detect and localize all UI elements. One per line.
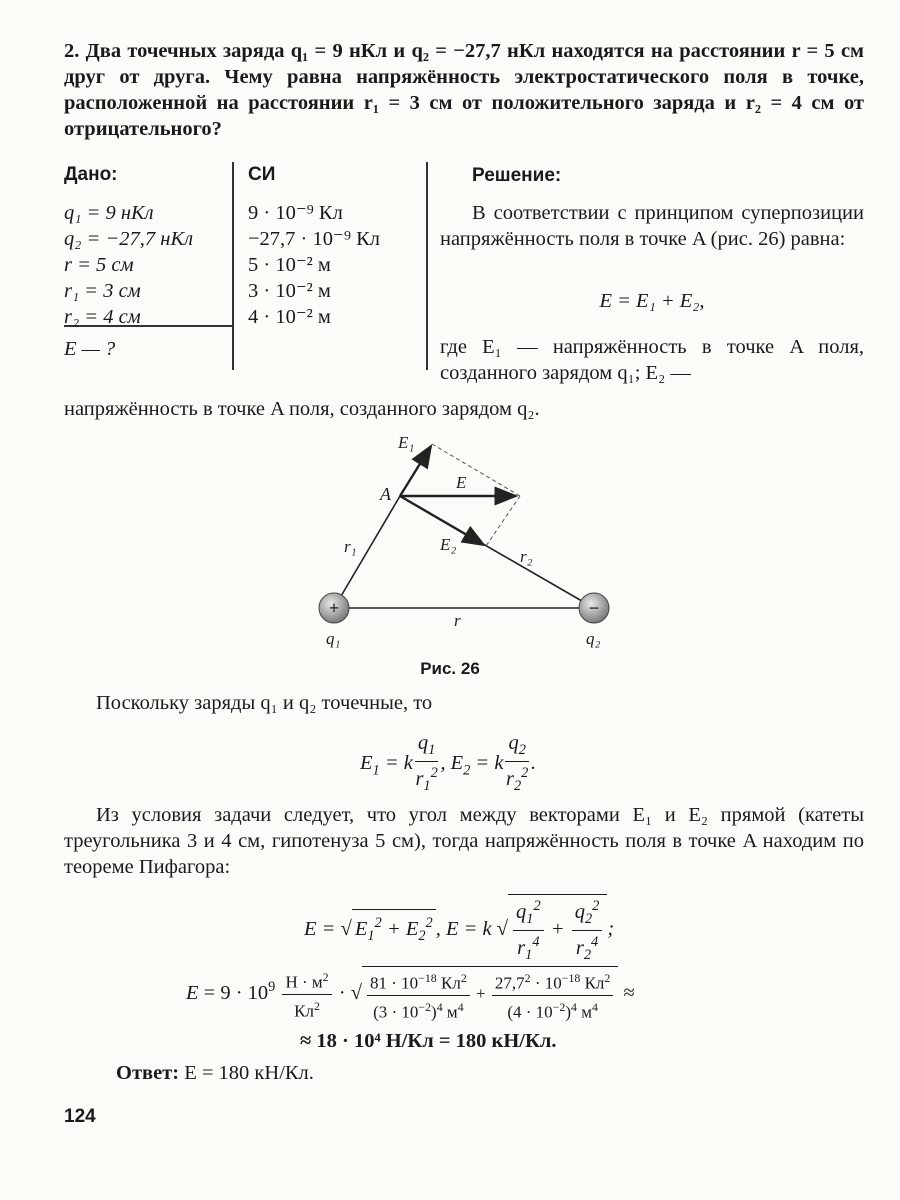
formula-numeric: $E = 9 \cdot 10^9$ $\frac{Н \cdot м^2}{Кл^2}$ · √ $\frac{81 \cdot 10^{-18} Кл^2}{(3 \cdot 10^{-2})^4 м^4}$ + $\frac{27,7^2 \cdot 10^{-18} Кл^2}{(4 \cdot 10^{-2})^4 м^4}$ ≈	[186, 966, 635, 1023]
paragraph-pythagoras: Из условия задачи следует, что угол между векторами E₁ и E₂ прямой (катеты треугольника 3 и 4 см, гипотенуза 5 см), тогда напряжённость поля в точке A находим по теореме Пифагора:	[64, 804, 864, 878]
si-row: 9 · 10⁻⁹ Кл	[248, 202, 343, 224]
table-divider-1	[232, 162, 234, 370]
formula-pythagoras: E = √ $E_1^2 + E_2^2$ , E = k √ $\frac{q_1^2}{r_1^4}$ + $\frac{q_2^2}{r_2^4}$ ;	[304, 894, 614, 966]
given-row: q₂ = −27,7 нКл	[64, 228, 194, 250]
superposition-equation: E = E₁ + E₂,	[599, 290, 705, 312]
result-line: ≈ 18 · 10⁴ Н/Кл = 180 кН/Кл.	[300, 1030, 557, 1052]
problem-text: Два точечных заряда q₁ = 9 нКл и q₂ = −27,7 нКл находятся на расстоянии r = 5 см друг от друга. Чему равна напряжённость электростатического поля в точке, расположенной на расстоянии r₁ = 3 см от положительного заряда и r₂ = 4 см от отрицательного?	[64, 40, 865, 140]
label-E1: E₁	[398, 433, 415, 452]
label-q1: q₁	[326, 629, 341, 648]
page-number: 124	[64, 1106, 96, 1127]
figure-caption: Рис. 26	[420, 659, 480, 678]
formula-e1-e2: $E_1 = k$ $\frac{q_1}{r_1^2}$ , $E_2 = k$ $\frac{q_2}{r_2^2}$ .	[360, 732, 536, 795]
plus-sign: +	[328, 598, 340, 618]
answer-label: Ответ:	[116, 1062, 180, 1084]
problem-number: 2.	[64, 40, 80, 62]
given-row: r₂ = 4 см	[64, 306, 141, 328]
solution-paragraph-2: где E₁ — напряжённость в точке A поля, созданного зарядом q₁; E₂ —	[440, 336, 864, 384]
label-r2: r₂	[520, 547, 533, 566]
given-row: q₁ = 9 нКл	[64, 202, 154, 224]
dashed-line-1	[432, 444, 520, 496]
label-E: E	[456, 473, 467, 492]
problem-statement	[64, 38, 864, 142]
si-header: СИ	[248, 164, 276, 185]
dashed-line-2	[486, 496, 520, 546]
si-row: 5 · 10⁻² м	[248, 254, 331, 276]
vector-E1	[400, 446, 431, 496]
label-q2: q₂	[586, 629, 601, 648]
answer-value: E = 180 кН/Кл.	[184, 1062, 314, 1084]
given-row: r₁ = 3 см	[64, 280, 141, 302]
answer	[116, 1060, 314, 1086]
solution-paragraph-2-end: напряжённость в точке A поля, созданного зарядом q₂.	[64, 398, 540, 420]
label-E2: E₂	[440, 535, 457, 554]
label-r1: r₁	[344, 537, 357, 556]
si-row: 3 · 10⁻² м	[248, 280, 331, 302]
paragraph-point-charges: Поскольку заряды q₁ и q₂ точечные, то	[96, 692, 433, 714]
solution-paragraph-1: В соответствии с принципом суперпозиции напряжённость поля в точке A (рис. 26) равна:	[440, 202, 864, 250]
table-divider-2	[426, 162, 428, 370]
minus-sign: −	[588, 598, 600, 618]
si-row: −27,7 · 10⁻⁹ Кл	[248, 228, 381, 250]
solution-header: Решение:	[472, 165, 562, 186]
given-header: Дано:	[64, 164, 118, 185]
figure-26	[300, 428, 630, 654]
given-row: r = 5 см	[64, 254, 134, 276]
label-A: A	[380, 484, 391, 504]
find-row: E — ?	[64, 338, 116, 360]
si-row: 4 · 10⁻² м	[248, 306, 331, 328]
label-r: r	[454, 611, 461, 630]
solution-header-wrap	[440, 162, 864, 189]
